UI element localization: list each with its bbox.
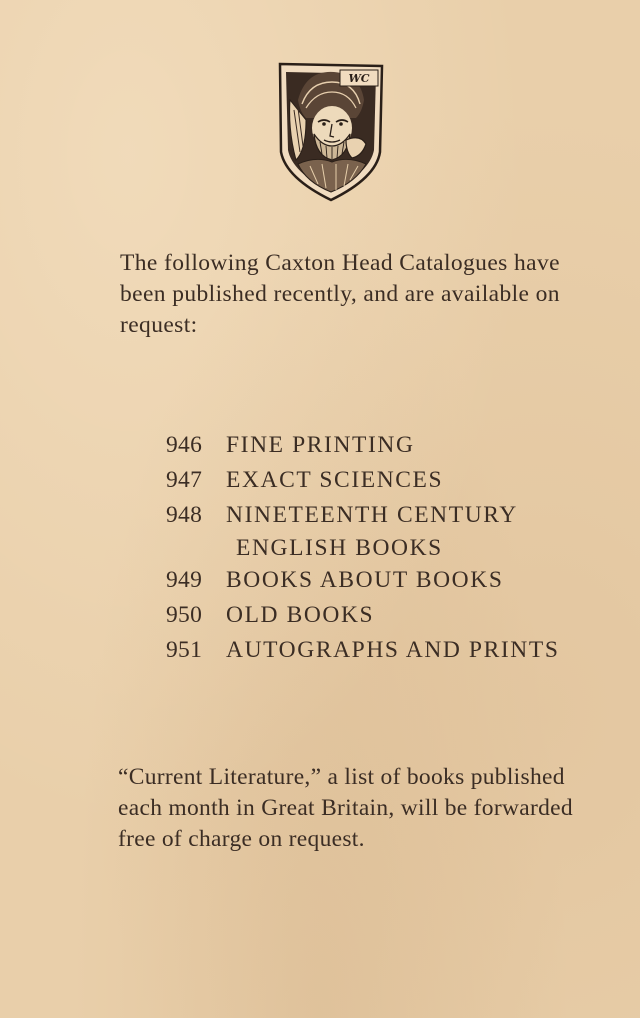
catalogue-title: EXACT SCIENCES xyxy=(226,467,444,493)
note-line: free of charge on request. xyxy=(118,826,365,852)
catalogue-item xyxy=(166,633,586,668)
catalogue-number: 946 xyxy=(166,432,203,458)
catalogue-title-multiline xyxy=(226,498,518,563)
caxton-head-emblem-icon xyxy=(276,60,386,204)
catalogue-item xyxy=(166,428,586,463)
catalogue-title-continuation: ENGLISH BOOKS xyxy=(236,535,443,561)
catalogue-title: AUTOGRAPHS AND PRINTS xyxy=(226,637,560,663)
catalogue-number: 948 xyxy=(166,502,203,528)
catalogue-list xyxy=(166,428,586,668)
svg-text:WC: WC xyxy=(348,72,370,85)
intro-line: The following Caxton Head Catalogues have xyxy=(120,250,560,276)
intro-line: been published recently, and are available on xyxy=(120,281,560,307)
catalogue-title: FINE PRINTING xyxy=(226,432,415,458)
intro-paragraph xyxy=(120,248,560,341)
catalogue-number: 947 xyxy=(166,467,203,493)
current-literature-note xyxy=(118,762,573,855)
catalogue-title: OLD BOOKS xyxy=(226,602,375,628)
catalogue-item xyxy=(166,563,586,598)
note-line: “Current Literature,” a list of books published xyxy=(118,764,565,790)
catalogue-number: 949 xyxy=(166,567,203,593)
catalogue-number: 950 xyxy=(166,602,203,628)
catalogue-item xyxy=(166,498,586,563)
catalogue-number: 951 xyxy=(166,637,203,663)
note-line: each month in Great Britain, will be forwarded xyxy=(118,795,573,821)
catalogue-title: NINETEENTH CENTURY xyxy=(226,502,518,528)
catalogue-item xyxy=(166,463,586,498)
intro-line: request: xyxy=(120,312,198,338)
catalogue-item xyxy=(166,598,586,633)
catalogue-title: BOOKS ABOUT BOOKS xyxy=(226,567,504,593)
